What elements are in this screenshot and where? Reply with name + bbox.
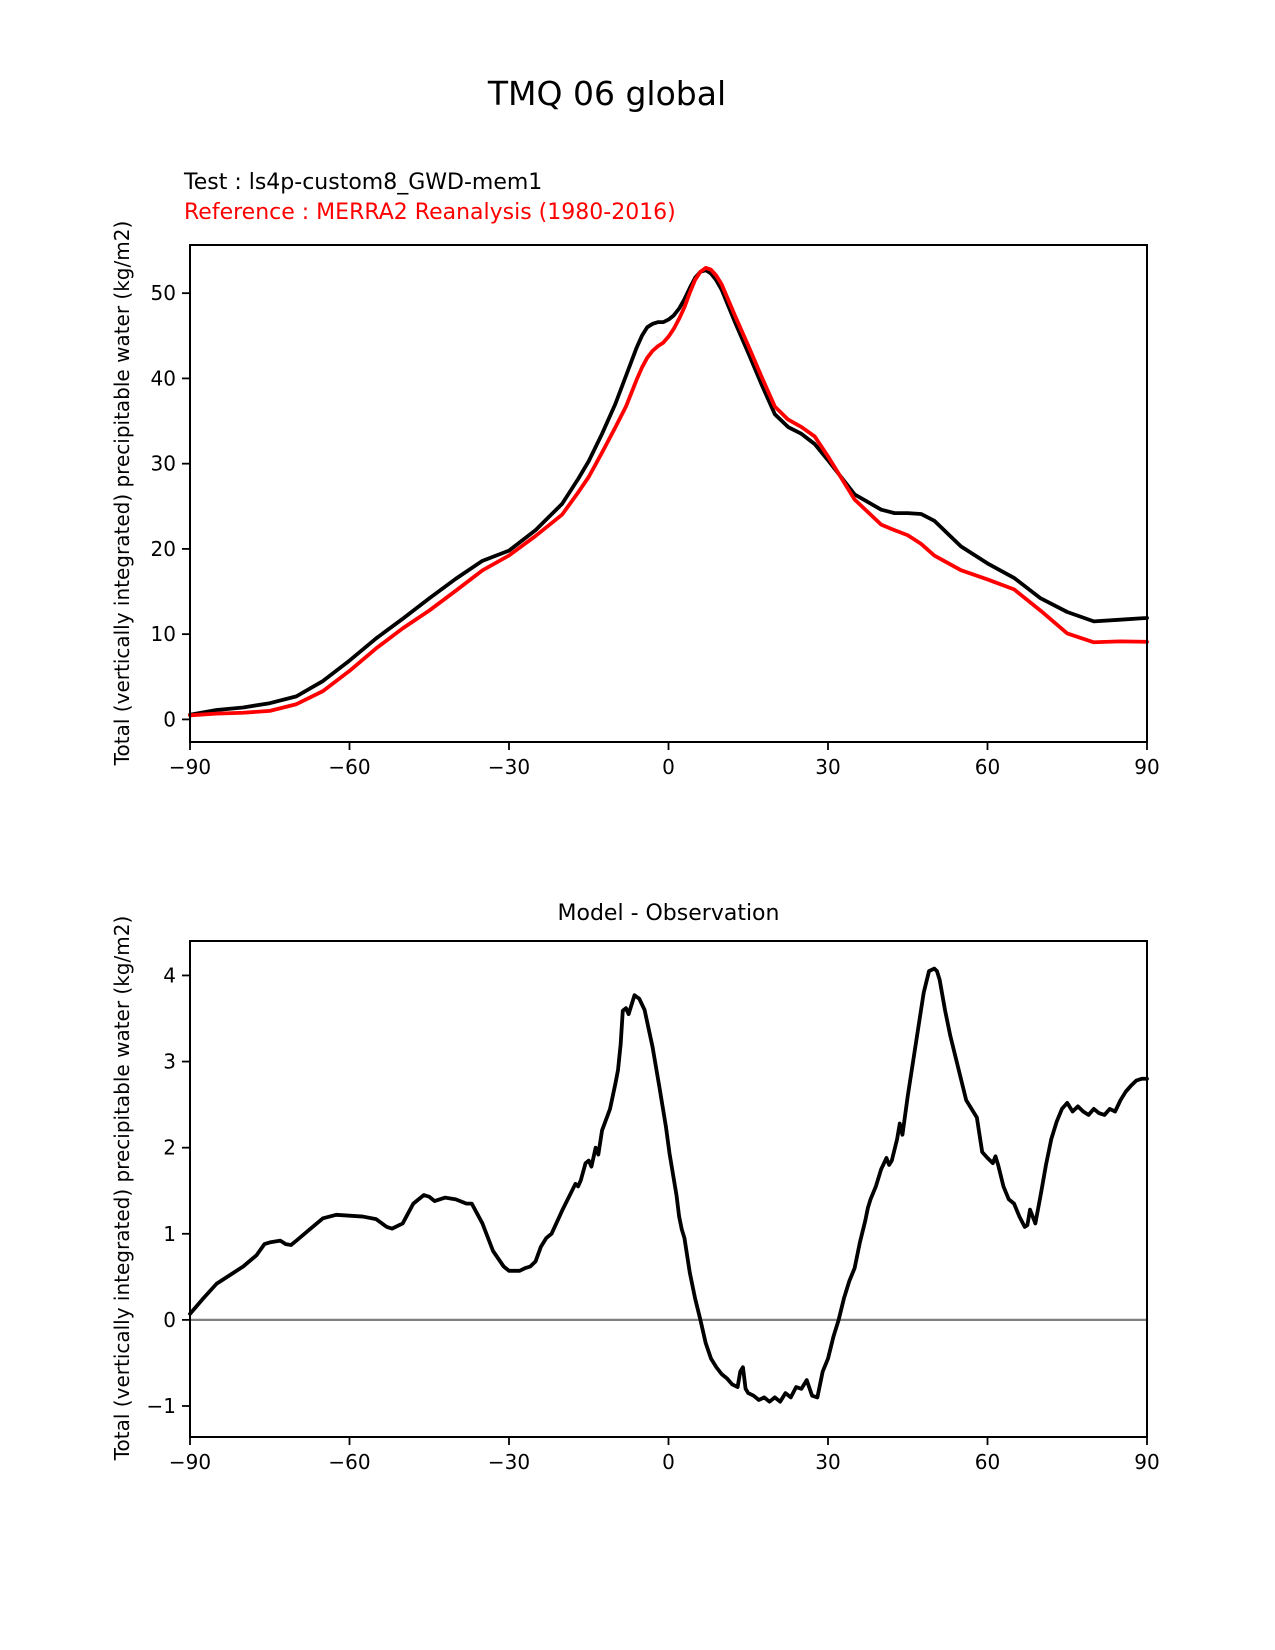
- x-tick-label: −60: [328, 755, 371, 779]
- series-reference-line: [190, 268, 1147, 715]
- y-tick-label: 40: [150, 366, 176, 391]
- x-tick-label: 0: [662, 1450, 675, 1474]
- x-tick-label: −90: [168, 755, 212, 779]
- y-tick-label: 0: [163, 707, 176, 732]
- x-tick-label: 30: [815, 1450, 841, 1474]
- x-tick-label: −30: [487, 755, 531, 779]
- x-tick-label: 30: [815, 755, 841, 779]
- y-tick-label: −1: [146, 1394, 176, 1418]
- x-tick-label: 60: [974, 755, 1001, 779]
- y-tick-label: 3: [163, 1049, 176, 1074]
- yaxis-label-top-chart: Total (vertically integrated) precipitable water (kg/m2): [110, 220, 134, 766]
- x-tick-label: 90: [1134, 755, 1160, 779]
- subplot-title-model-minus-observation: Model - Observation: [557, 901, 780, 926]
- y-tick-label: 50: [150, 281, 176, 306]
- y-tick-label: 2: [163, 1135, 176, 1160]
- x-tick-label: 0: [662, 755, 675, 779]
- x-tick-label: −90: [168, 1450, 212, 1474]
- y-tick-label: 0: [163, 1307, 176, 1332]
- x-tick-label: −60: [328, 1450, 371, 1474]
- y-tick-label: 20: [150, 536, 176, 561]
- figure-title: TMQ 06 global: [487, 74, 727, 113]
- series-difference-line: [190, 969, 1147, 1402]
- y-tick-label: 30: [150, 451, 176, 476]
- y-tick-label: 10: [150, 622, 176, 647]
- yaxis-label-bottom-chart: Total (vertically integrated) precipitable water (kg/m2): [110, 915, 134, 1461]
- y-tick-label: 1: [163, 1221, 176, 1246]
- y-tick-label: 4: [163, 963, 176, 988]
- x-tick-label: 60: [974, 1450, 1001, 1474]
- x-tick-label: −30: [487, 1450, 531, 1474]
- x-tick-label: 90: [1134, 1450, 1160, 1474]
- legend-entry-reference: Reference : MERRA2 Reanalysis (1980-2016): [184, 200, 676, 225]
- legend-entry-test: Test : ls4p-custom8_GWD-mem1: [184, 170, 543, 195]
